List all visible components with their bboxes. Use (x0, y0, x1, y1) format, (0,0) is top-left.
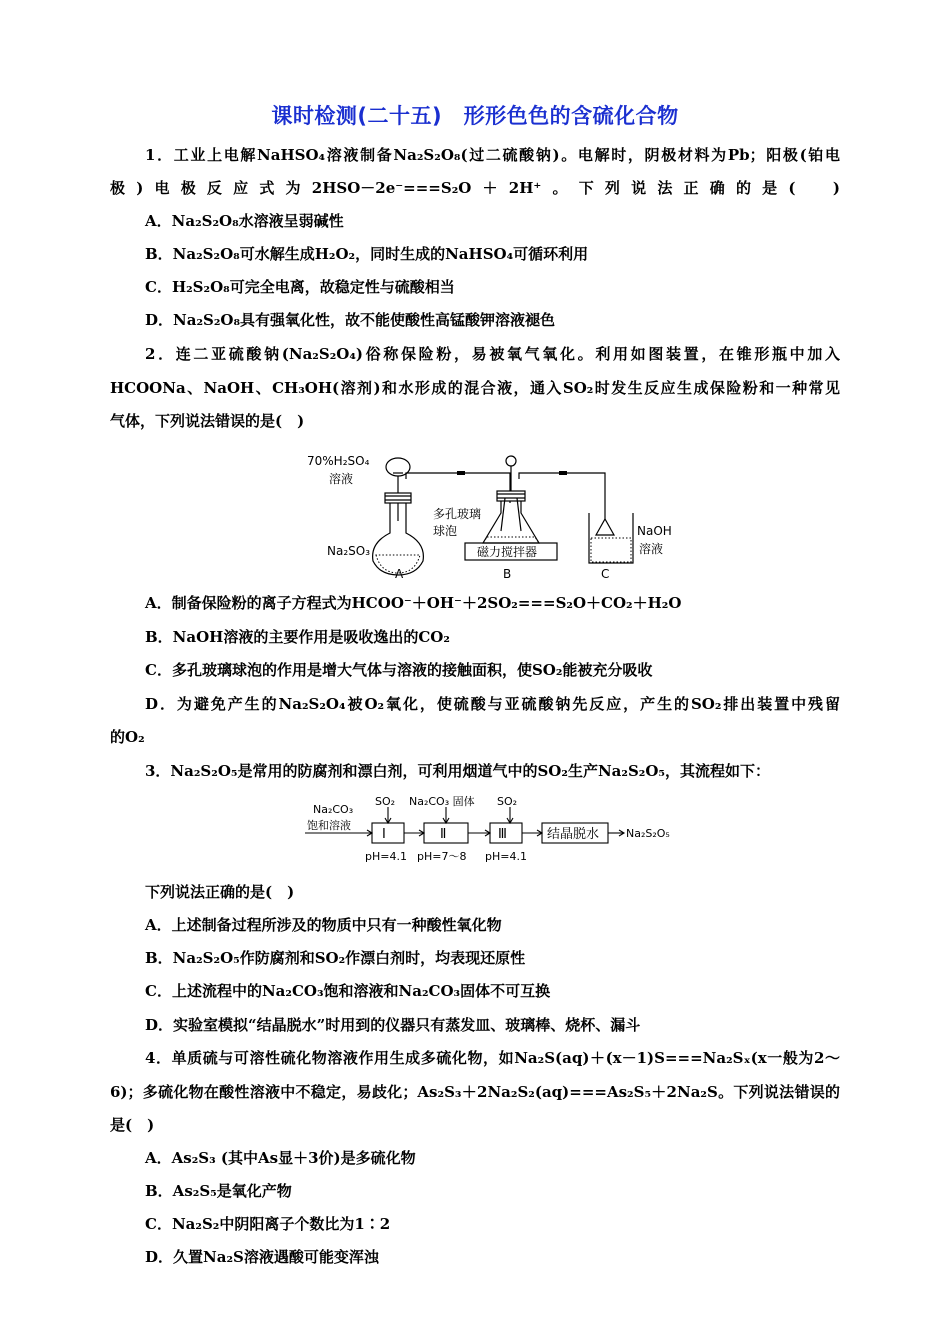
flow-product: Na₂S₂O₅ (626, 827, 670, 840)
naoh-label: NaOH (637, 524, 672, 538)
q4-option-d: D．久置Na₂S溶液遇酸可能变浑浊 (145, 1248, 379, 1266)
flow-input-label: Na₂CO₃ (313, 803, 354, 816)
q1-option-d: D．Na₂S₂O₈具有强氧化性，故不能使酸性高锰酸钾溶液褪色 (145, 311, 556, 329)
q1-stem-line2: 极)电极反应式为2HSO－2e⁻===S₂O＋2H⁺。下列说法正确的是( ) (110, 179, 840, 197)
tube-a-b (406, 473, 510, 503)
apparatus-figure (305, 443, 685, 585)
label-c: C (601, 567, 610, 581)
flow-ph-3: pH=4.1 (485, 850, 527, 863)
flow-na2co3-solid: Na₂CO₃ 固体 (409, 795, 475, 808)
stirrer-label: 磁力搅拌器 (477, 545, 538, 559)
q2-option-d: D．为避免产生的Na₂S₂O₄被O₂氧化，使硫酸与亚硫酸钠先反应，产生的SO₂排出装置中残留 (145, 695, 840, 713)
flow-step-4: 结晶脱水 (547, 827, 600, 842)
q4-option-b: B．As₂S₅是氧化产物 (145, 1182, 292, 1200)
q2-stem-line3: 气体，下列说法错误的是( ) (110, 412, 305, 430)
page-title: 课时检测(二十五) 形形色色的含硫化合物 (271, 104, 679, 128)
q4-option-a: A．As₂S₃ (其中As显＋3价)是多硫化物 (145, 1149, 416, 1167)
flow-ph-2: pH=7～8 (417, 850, 467, 863)
flow-step-2: Ⅱ (440, 827, 447, 842)
q3-option-c: C．上述流程中的Na₂CO₃饱和溶液和Na₂CO₃固体不可互换 (145, 982, 551, 1000)
q1-option-b: B．Na₂S₂O₈可水解生成H₂O₂，同时生成的NaHSO₄可循环利用 (145, 245, 589, 263)
q1-option-c: C．H₂S₂O₈可完全电离，故稳定性与硫酸相当 (145, 278, 455, 296)
q2-option-b: B．NaOH溶液的主要作用是吸收逸出的CO₂ (145, 628, 450, 646)
q2-option-a: A．制备保险粉的离子方程式为HCOO⁻＋OH⁻＋2SO₂===S₂O＋CO₂＋H₂O (145, 594, 682, 612)
q1-stem-line1: 1．工业上电解NaHSO₄溶液制备Na₂S₂O₈(过二硫酸钠)。电解时，阴极材料为Pb；阳极(铂电 (145, 146, 840, 164)
sulfite-label: Na₂SO₃ (327, 544, 371, 558)
q2-stem-line1: 2．连二亚硫酸钠(Na₂S₂O₄)俗称保险粉，易被氧气氧化。利用如图装置，在锥形瓶中加入 (145, 345, 840, 363)
step-1-box (372, 823, 404, 843)
flow-ph-1: pH=4.1 (365, 850, 407, 863)
q4-stem-line1: 4．单质硫与可溶性硫化物溶液作用生成多硫化物，如Na₂S(aq)＋(x－1)S===Na₂Sₓ(x一般为2～ (145, 1049, 840, 1067)
q3-option-a: A．上述制备过程所涉及的物质中只有一种酸性氧化物 (145, 916, 502, 934)
q4-option-c: C．Na₂S₂中阴阳离子个数比为1∶2 (145, 1215, 391, 1233)
label-a: A (395, 567, 404, 581)
flow-input-label-2: 饱和溶液 (307, 819, 351, 832)
flow-so2-a: SO₂ (375, 795, 396, 808)
q1-option-a: A．Na₂S₂O₈水溶液呈弱碱性 (145, 212, 344, 230)
label-b: B (503, 567, 512, 581)
q3-option-b: B．Na₂S₂O₅作防腐剂和SO₂作漂白剂时，均表现还原性 (145, 949, 526, 967)
q3-prompt: 下列说法正确的是( ) (145, 883, 295, 901)
q4-stem-line3: 是( ) (110, 1116, 155, 1134)
q4-stem-line2: 6)；多硫化物在酸性溶液中不稳定，易歧化；As₂S₃＋2Na₂S₂(aq)===As₂S₅＋2Na₂S。下列说法错误的 (110, 1083, 840, 1101)
q2-option-c: C．多孔玻璃球泡的作用是增大气体与溶液的接触面积，使SO₂能被充分吸收 (145, 661, 653, 679)
process-flow-figure (305, 793, 685, 869)
flow-step-3: Ⅲ (498, 827, 507, 842)
bubbler-label-2: 球泡 (433, 524, 458, 538)
q3-stem-line1: 3．Na₂S₂O₅是常用的防腐剂和漂白剂，可利用烟道气中的SO₂生产Na₂S₂O₅，其流程如下： (145, 762, 770, 780)
acid-label: 70%H₂SO₄ (307, 454, 370, 468)
naoh-label-2: 溶液 (639, 542, 664, 556)
acid-label-2: 溶液 (329, 472, 354, 486)
flow-step-1: Ⅰ (382, 827, 386, 842)
tube-b-c (519, 473, 605, 493)
q2-stem-line2: HCOONa、NaOH、CH₃OH(溶剂)和水形成的混合液，通入SO₂时发生反应生成保险粉和一种常见 (110, 379, 840, 397)
q2-option-d-cont: 的O₂ (110, 728, 145, 746)
q3-option-d: D．实验室模拟“结晶脱水”时用到的仪器只有蒸发皿、玻璃棒、烧杯、漏斗 (145, 1016, 641, 1034)
bubbler-label: 多孔玻璃 (433, 507, 482, 521)
flow-so2-b: SO₂ (497, 795, 518, 808)
